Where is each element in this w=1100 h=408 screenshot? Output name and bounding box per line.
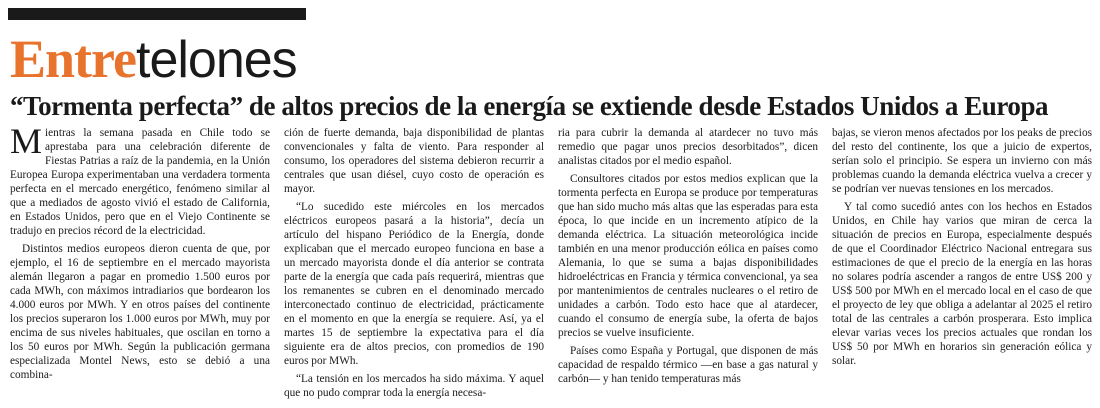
column-3 — [558, 126, 818, 408]
paragraph: Y tal como sucedió antes con los hechos en Estados Unidos, en Chile hay varios que miran de cerca la situación de precios en Europa, especialmente después de que el Coordinador Eléctrico Nacional entregara sus estimaciones de que el precio de la energía en las horas no solares podría ascender a rangos de entre US$ 200 y US$ 500 por MWh en el mercado local en el caso de que el proyecto de ley que obliga a adelantar al 2025 el retiro total de las centrales a carbón prosperara. Esto implica elevar varias veces los precios actuales que rondan los US$ 50 por MWh en horarios sin generación eólica y solar. — [832, 201, 1092, 367]
paragraph: Distintos medios europeos dieron cuenta de que, por ejemplo, el 16 de septiembre en el mercado mayorista alemán llegaron a pagar en promedio 1.500 euros por cada MWh, con máximos intradiarios que bordearon los 4.000 euros por MWh. Y en otros países del continente los precios superaron los 1.000 euros por MWh, muy por encima de sus niveles habituales, que oscilan en torno a los 50 euros por MWh. Según la publicación germana especializada Montel News, esto se debió a una combina- — [10, 243, 270, 381]
column-2 — [284, 126, 544, 408]
paragraph: ria para cubrir la demanda al atardecer no tuvo más remedio que pagar unos precios desorbitados”, dicen analistas citados por el medio español. — [558, 127, 818, 167]
top-rule-bar — [8, 8, 306, 20]
paragraph: Países como España y Portugal, que disponen de más capacidad de respaldo térmico —en base a gas natural y carbón— y han tenido temperaturas más — [558, 345, 818, 385]
paragraph: Consultores citados por estos medios explican que la tormenta perfecta en Europa se produce por temperaturas que han sido mucho más altas que las esperadas para esta época, lo que incide en un incremento atípico de la demanda eléctrica. La situación meteorológica incide también en una menor producción eólica en países como Alemania, lo que se suma a bajas disponibilidades hidroeléctricas en Francia y térmica convencional, ya sea por mantenimientos de centrales nucleares o el retiro de unidades a carbón. Todo esto hace que al atardecer, cuando el consumo de energía sube, la oferta de bajos precios se vuelve insuficiente. — [558, 173, 818, 339]
article-body — [10, 126, 1092, 408]
paragraph: bajas, se vieron menos afectados por los peaks de precios del resto del continente, los que a juicio de expertos, serían solo el principio. Se espera un invierno con más problemas cuando la demanda eléctrica vuelva a crecer y se podrían ver nuevas tensiones en los mercados. — [832, 127, 1092, 195]
headline: “Tormenta perfecta” de altos precios de la energía se extiende desde Estados Unidos a Europa — [10, 91, 1049, 121]
drop-cap: M — [10, 126, 43, 161]
paragraph: “Lo sucedido este miércoles en los mercados eléctricos europeos pasará a la historia”, decía un artículo del hispano Periódico de la Energía, donde explicaban que el mercado europeo funciona en base a un mercado mayorista donde el día anterior se contrata parte de la energía que cada país requerirá, mientras que los remanentes se cubren en el denominado mercado interconectado continuo de electricidad, prácticamente en el momento en que la energía se requiere. Así, ya el martes 15 de septiembre la expectativa para el día siguiente era de altos precios, con promedios de 190 euros por MWh. — [284, 201, 544, 367]
section-label-bold: Entre — [10, 29, 136, 89]
paragraph: “La tensión en los mercados ha sido máxima. Y aquel que no pudo comprar toda la energía necesa- — [284, 373, 544, 399]
column-4 — [832, 126, 1092, 408]
column-1 — [10, 126, 270, 408]
section-label-light: telones — [136, 31, 297, 89]
paragraph: ción de fuerte demanda, baja disponibilidad de plantas convencionales y falta de viento. Para responder al consumo, los operadores del sistema debieron recurrir a centrales que usan diésel, cuyo costo de operación es mayor. — [284, 127, 544, 195]
section-label — [10, 30, 297, 88]
paragraph-text: ientras la semana pasada en Chile todo se aprestaba para una celebración diferente de Fiestas Patrias a raíz de la pandemia, en la Unión Europea Europa experimentaban una verdadera tormenta perfecta en el mercado energético, fenómeno similar al que a mediados de agosto vivió el estado de California, en Estados Unidos, pero que en el Viejo Continente se tradujo en precios récord de la electricidad. — [10, 127, 270, 237]
paragraph — [10, 126, 270, 238]
